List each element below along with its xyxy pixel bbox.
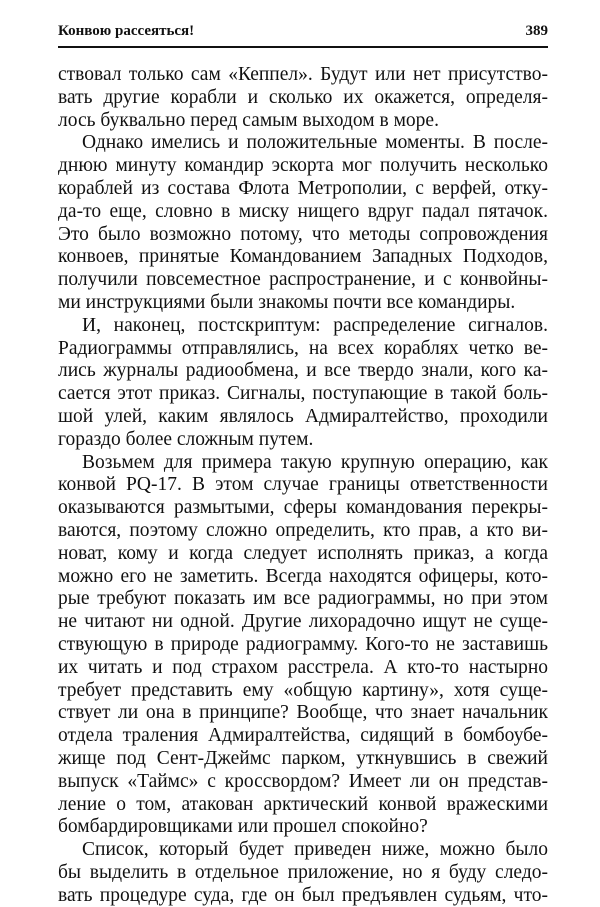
text-line: днюю минуту командир эскорта мог получить несколько <box>58 155 548 177</box>
paragraph <box>58 132 548 314</box>
text-line: Радиограммы отправлялись, на всех кораблях четко ве- <box>58 337 548 359</box>
text-line: требует представить ему «общую картину», хотя суще- <box>58 679 548 701</box>
text-line: лось буквально перед самым выходом в море. <box>58 109 439 131</box>
text-line: их читать и под страхом расстрела. А кто-то настырно <box>58 656 548 678</box>
text-line: бы выделить в отдельное приложение, но я буду следо- <box>58 861 548 883</box>
text-line: ваются, поэтому сложно определить, кто прав, а кто ви- <box>58 519 548 541</box>
text-line: бомбардировщиками или прошел спокойно? <box>58 816 428 838</box>
header-rule <box>58 46 548 48</box>
text-line: вать другие корабли и сколько их окажется, определя- <box>58 86 548 108</box>
text-line: ление о том, атакован арктический конвой вражескими <box>58 793 548 815</box>
page-number: 389 <box>525 23 548 39</box>
text-line: ствовал только сам «Кеппел». Будут или нет присутство- <box>58 64 548 85</box>
text-line: можно его не заметить. Всегда находятся офицеры, кото- <box>58 565 548 587</box>
text-line: кораблей из состава Флота Метрополии, с верфей, отку- <box>58 177 548 199</box>
text-line: ствует ли она в принципе? Вообще, что знает начальник <box>58 702 548 724</box>
text-line: конвой PQ-17. В этом случае границы ответственности <box>58 474 548 496</box>
text-line: новат, кому и когда следует исполнять приказ, а когда <box>58 542 548 564</box>
text-line: выпуск «Таймс» с кроссвордом? Имеет ли он представ- <box>58 770 548 792</box>
text-line: И, наконец, постскриптум: распределение сигналов. <box>82 314 548 336</box>
text-line: Однако имелись и положительные моменты. В после- <box>82 132 548 154</box>
text-line: вать процедуре суда, где он был предъявлен судьям, что- <box>58 884 548 906</box>
text-line: получили повсеместное распространение, и с конвойны- <box>58 269 548 291</box>
text-line: жище под Сент-Джеймс парком, уткнувшись в свежий <box>58 747 548 769</box>
text-line: ми инструкциями были знакомы почти все командиры. <box>58 291 516 313</box>
text-line: конвоев, принятые Командованием Западных Подходов, <box>58 246 548 268</box>
paragraph <box>58 839 548 907</box>
running-header <box>58 16 548 40</box>
text-line: шой улей, каким являлось Адмиралтейство, проходили <box>58 405 548 427</box>
paragraph <box>58 452 548 840</box>
text-line: рые требуют показать им все радиограммы, но при этом <box>58 588 548 610</box>
paragraph <box>58 64 548 132</box>
text-line: отдела траления Адмиралтейства, сидящий в бомбоубе- <box>58 725 548 747</box>
text-line: оказываются размытыми, сферы командования перекры- <box>58 497 548 519</box>
running-title: Конвою рассеяться! <box>58 23 195 39</box>
text-line: сается этот приказ. Сигналы, поступающие в такой боль- <box>58 383 548 405</box>
text-line: ствующую в природе радиограмму. Кого-то не заставишь <box>58 633 548 655</box>
text-line: лись журналы радиообмена, и все твердо знали, кого ка- <box>58 360 548 382</box>
text-line: гораздо более сложным путем. <box>58 428 314 450</box>
text-line: Это было возможно потому, что методы сопровождения <box>58 223 548 245</box>
text-line: не читают ни одной. Другие лихорадочно ищут не суще- <box>58 611 548 633</box>
paragraph <box>58 315 548 452</box>
page-body <box>58 64 548 907</box>
text-line: Список, который будет приведен ниже, можно было <box>82 839 548 861</box>
text-line: да-то еще, словно в миску нищего вдруг падал пятачок. <box>58 200 548 222</box>
text-line: Возьмем для примера такую крупную операцию, как <box>82 451 548 473</box>
